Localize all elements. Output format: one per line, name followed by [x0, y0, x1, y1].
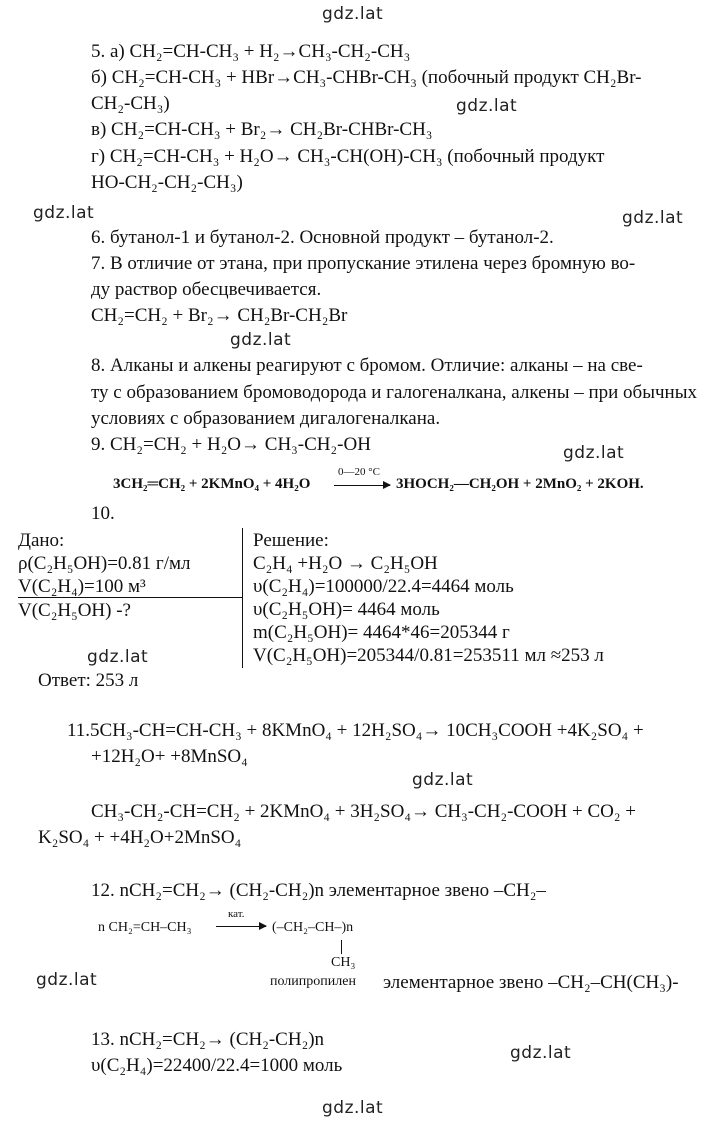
task-5b-cont: CH₂-CH₃) [91, 93, 170, 114]
solution-line-3: υ(C₂H₅OH)= 4464 моль [253, 599, 440, 620]
task-8-cont1: ту с образованием бромоводорода и галогеналкана, алкены – при обычных [91, 382, 697, 403]
watermark: gdz.lat [230, 330, 292, 350]
task-8: 8. Алканы и алкены реагируют с бромом. Отличие: алканы – на све- [91, 355, 643, 376]
task-5b: б) CH₂=CH-CH₃ + HBr→CH₃-CHBr-CH₃ (побочный продукт CH₂Br- [91, 67, 642, 88]
task-5d-cont: HO-CH₂-CH₂-CH₃) [91, 172, 243, 193]
watermark: gdz.lat [87, 647, 149, 667]
task-12-unit: элементарное звено –CH₂–CH(CH₃)- [383, 972, 679, 993]
watermark: gdz.lat [510, 1043, 572, 1063]
task-12: 12. nCH₂=CH₂→ (CH₂-CH₂)n элементарное звено –CH₂– [91, 880, 546, 901]
answer: Ответ: 253 л [38, 670, 139, 691]
task-10: 10. [91, 503, 115, 524]
solution-title: Решение: [253, 530, 329, 551]
task-13-calc: υ(C₂H₄)=22400/22.4=1000 моль [91, 1055, 343, 1076]
reaction-arrow-icon [216, 926, 266, 927]
given-volume: V(C₂H₄)=100 м³ [18, 576, 146, 597]
watermark: gdz.lat [456, 96, 518, 116]
task-11-eq2: CH₃-CH₂-CH=CH₂ + 2KMnO₄ + 3H₂SO₄→ CH₃-CH₂-COOH + CO₂ + [91, 801, 636, 822]
task-7-cont: ду раствор обесцвечивается. [91, 279, 322, 300]
watermark: gdz.lat [622, 208, 684, 228]
task-7-equation: CH₂=CH₂ + Br₂→ CH₂Br-CH₂Br [91, 305, 348, 326]
solution-line-4: m(C₂H₅OH)= 4464*46=205344 г [253, 622, 510, 643]
watermark: gdz.lat [322, 4, 384, 24]
oxidation-eq-condition: 0—20 °C [338, 466, 380, 478]
task-9: 9. CH₂=CH₂ + H₂O→ CH₃-CH₂-OH [91, 434, 371, 455]
task-13: 13. nCH₂=CH₂→ (CH₂-CH₂)n [91, 1029, 325, 1050]
branch-bond [341, 940, 342, 954]
solution-divider [242, 528, 243, 668]
given-find: V(C₂H₅OH) -? [18, 600, 131, 621]
watermark: gdz.lat [33, 203, 95, 223]
polymerization-right: (–CH₂–CH–)n [272, 920, 354, 935]
given-divider [18, 597, 242, 598]
task-5c: в) CH₂=CH-CH₃ + Br₂→ CH₂Br-CHBr-CH₃ [91, 119, 433, 140]
task-11-eq1-cont: +12H₂O+ +8MnSO₄ [91, 746, 248, 767]
task-6: 6. бутанол-1 и бутанол-2. Основной продукт – бутанол-2. [91, 227, 554, 248]
oxidation-eq-right: 3HOCH₂—CH₂OH + 2MnO₂ + 2KOH. [396, 476, 644, 492]
given-title: Дано: [18, 530, 65, 551]
task-5d: г) CH₂=CH-CH₃ + H₂O→ CH₃-CH(OH)-CH₃ (побочный продукт [91, 146, 605, 167]
oxidation-eq-left: 3CH₂═CH₂ + 2KMnO₄ + 4H₂O [113, 476, 311, 492]
task-11-eq1: 11.5CH₃-CH=CH-CH₃ + 8KMnO₄ + 12H₂SO₄→ 10CH₃COOH +4K₂SO₄ + [67, 720, 644, 741]
reaction-arrow-icon [334, 485, 390, 486]
polymer-name: полипропилен [270, 974, 356, 989]
watermark: gdz.lat [322, 1098, 384, 1118]
task-5a: 5. а) CH₂=CH-CH₃ + H₂→CH₃-CH₂-CH₃ [91, 41, 411, 62]
task-7: 7. В отличие от этана, при пропускание этилена через бромную во- [91, 253, 636, 274]
polymerization-left: n CH₂=CH–CH₃ [98, 920, 192, 935]
watermark: gdz.lat [412, 770, 474, 790]
solution-line-5: V(C₂H₅OH)=205344/0.81=253511 мл ≈253 л [253, 645, 604, 666]
watermark: gdz.lat [36, 970, 98, 990]
polymerization-substituent: CH₃ [331, 955, 356, 970]
task-11-eq2-cont: K₂SO₄ + +4H₂O+2MnSO₄ [38, 827, 242, 848]
solution-line-2: υ(C₂H₄)=100000/22.4=4464 моль [253, 576, 514, 597]
task-8-cont2: условиях с образованием дигалогеналкана. [91, 408, 441, 429]
polymerization-catalyst: кат. [228, 908, 245, 920]
given-density: ρ(C₂H₅OH)=0.81 г/мл [18, 553, 191, 574]
watermark: gdz.lat [563, 443, 625, 463]
solution-line-1: C₂H₄ +H₂O → C₂H₅OH [253, 553, 438, 574]
